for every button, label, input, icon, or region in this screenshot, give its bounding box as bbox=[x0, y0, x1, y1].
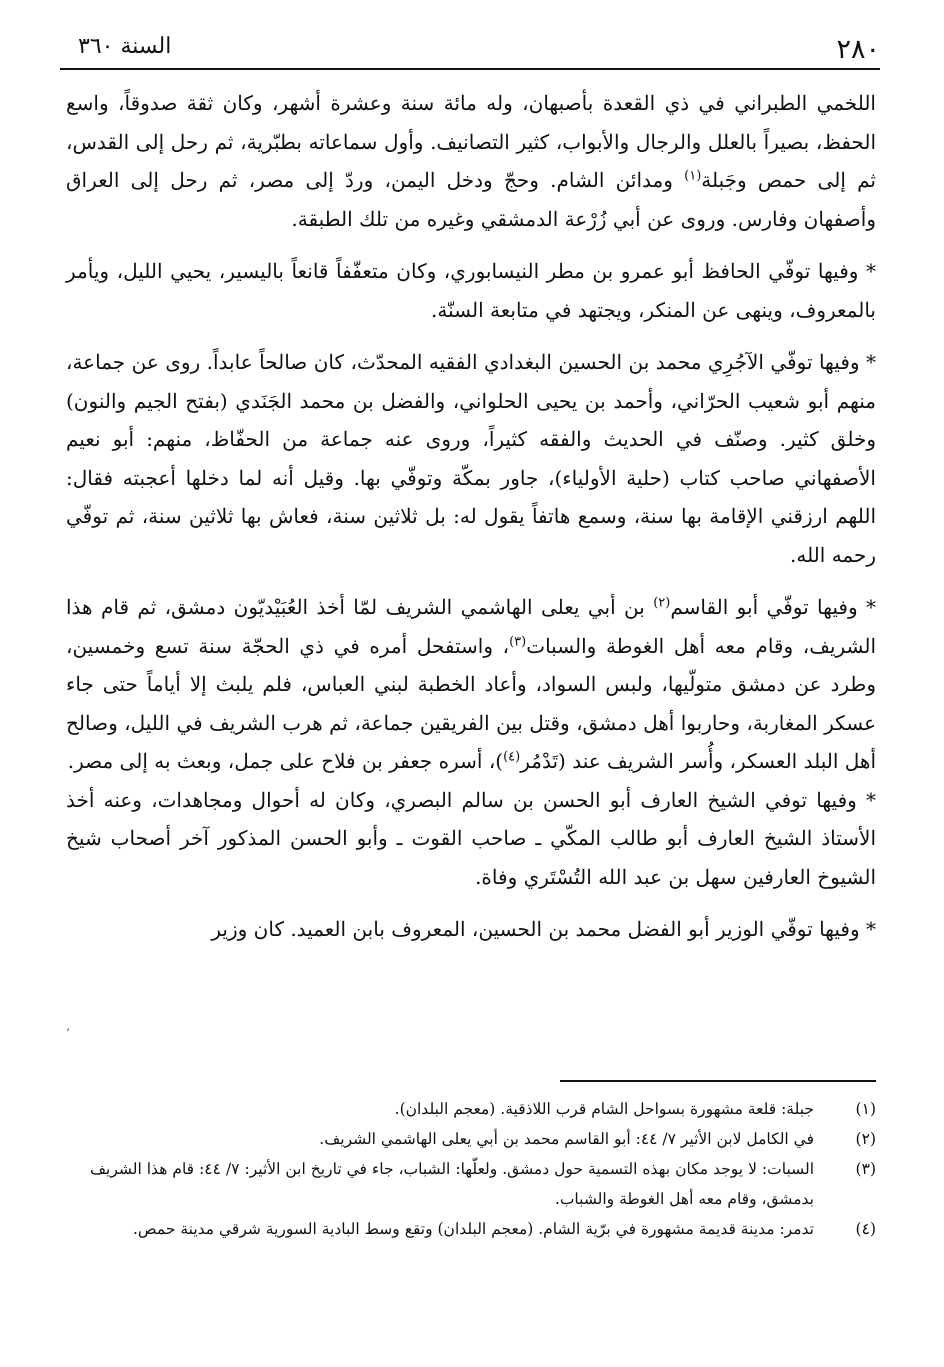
footnote-number: (٢) bbox=[855, 1130, 876, 1148]
footnotes bbox=[90, 1094, 876, 1244]
footnote bbox=[90, 1124, 876, 1154]
footnote-number: (٣) bbox=[855, 1160, 876, 1178]
paragraph: * وفيها توفّي أبو القاسم$^{(٢)}$ بن أبي يعلى الهاشمي الشريف لمّا أخذ العُبَيْديّون دمشق، ثم قام هذا الشريف، وقام معه أهل الغوطة والسبات$^{(٣)}$، واستفحل أمره في ذي الحجّة سنة تسع وخمسين، وطرد عن دمشق متولّيها، ولبس السواد، وأعاد الخطبة لبني العباس، فلم يلبث إلا أياماً حتى جاء عسكر المغاربة، وحاربوا أهل دمشق، وقتل بين الفريقين جماعة، ثم هرب الشريف في الليل، وصالح أهل البلد العسكر، وأُسر الشريف عند (تَدْمُر$^{(٤)}$)، أسره جعفر بن فلاح على جمل، وبعث به إلى مصر. bbox=[66, 595, 876, 773]
body-text bbox=[66, 84, 876, 949]
paragraph: * وفيها توفّي الحافظ أبو عمرو بن مطر النيسابوري، وكان متعفّفاً قانعاً باليسير، يحيي الليل، ويأمر بالمعروف، وينهى عن المنكر، ويجتهد في متابعة السنّة. bbox=[66, 259, 876, 322]
footnote-text: جبلة: قلعة مشهورة بسواحل الشام قرب اللاذقية. (معجم البلدان). bbox=[394, 1100, 814, 1118]
footnote-ref[interactable]: (٤) bbox=[503, 749, 521, 765]
paragraph: * وفيها توفي الشيخ العارف أبو الحسن بن سالم البصري، وكان له أحوال ومجاهدات، وعنه أخذ الأستاذ الشيخ العارف أبو طالب المكّي ـ صاحب القوت ـ وأبو الحسن المذكور آخر أصحاب شيخ الشيوخ العارفين سهل بن عبد الله التُسْتَري وفاة. bbox=[66, 787, 876, 889]
footnote-ref[interactable]: (١) bbox=[684, 168, 702, 184]
footnote-ref[interactable]: (٣) bbox=[509, 633, 527, 649]
margin-mark: ، bbox=[66, 1020, 70, 1034]
footnote-text: السبات: لا يوجد مكان بهذه التسمية حول دمشق. ولعلّها: الشباب، جاء في تاريخ ابن الأثير: ٧/ ٤٤: قام هذا الشريف بدمشق، وقام معه أهل الغوطة والشباب. bbox=[90, 1160, 814, 1208]
footnote-text: تدمر: مدينة قديمة مشهورة في برّية الشام. (معجم البلدان) وتقع وسط البادية السورية شرقي مدينة حمص. bbox=[132, 1220, 814, 1238]
running-title: السنة ٣٦٠ bbox=[78, 34, 172, 59]
paragraph: * وفيها توفّي الوزير أبو الفضل محمد بن الحسين، المعروف بابن العميد. كان وزير bbox=[211, 917, 876, 941]
footnote bbox=[90, 1154, 876, 1214]
footnote bbox=[90, 1094, 876, 1124]
page-header bbox=[60, 30, 880, 70]
page-number: ٢٨٠ bbox=[836, 34, 880, 65]
footnote-ref[interactable]: (٢) bbox=[653, 595, 671, 611]
footnote-text: في الكامل لابن الأثير ٧/ ٤٤: أبو القاسم محمد بن أبي يعلى الهاشمي الشريف. bbox=[319, 1130, 814, 1148]
footnote-number: (١) bbox=[855, 1100, 876, 1118]
footnote-number: (٤) bbox=[855, 1220, 876, 1238]
footnote-divider bbox=[560, 1080, 876, 1082]
footnote bbox=[90, 1214, 876, 1244]
paragraph: * وفيها توفّي الآجُرِي محمد بن الحسين البغدادي الفقيه المحدّث، كان صالحاً عابداً. روى عن جماعة، منهم أبو شعيب الحرّاني، وأحمد بن يحيى الحلواني، والفضل بن محمد الجَنَدي (بفتح الجيم والنون) وخلق كثير. وصنّف في الحديث والفقه كثيراً، وروى عنه جماعة من الحفّاظ، منهم: أبو نعيم الأصفهاني صاحب كتاب (حلية الأولياء)، جاور بمكّة وتوفّي بها. وقيل أنه لما دخلها أعجبته فقال: اللهم ارزقني الإقامة بها سنة، وسمع هاتفاً يقول له: بل ثلاثين سنة، فعاش بها ثلاثين سنة، ثم توفّي رحمه الله. bbox=[66, 350, 876, 567]
paragraph: اللخمي الطبراني في ذي القعدة بأصبهان، وله مائة سنة وعشرة أشهر، وكان ثقة صدوقاً، واسع الحفظ، بصيراً بالعلل والرجال والأبواب، كثير التصانيف. وأول سماعاته بطبّرية، ثم رحل إلى القدس، ثم إلى حمص وجَبلة$^{(١)}$ ومدائن الشام. وحجّ ودخل اليمن، وردّ إلى مصر، ثم رحل إلى العراق وأصفهان وفارس. وروى عن أبي زُرْعة الدمشقي وغيره من تلك الطبقة. bbox=[66, 91, 876, 231]
